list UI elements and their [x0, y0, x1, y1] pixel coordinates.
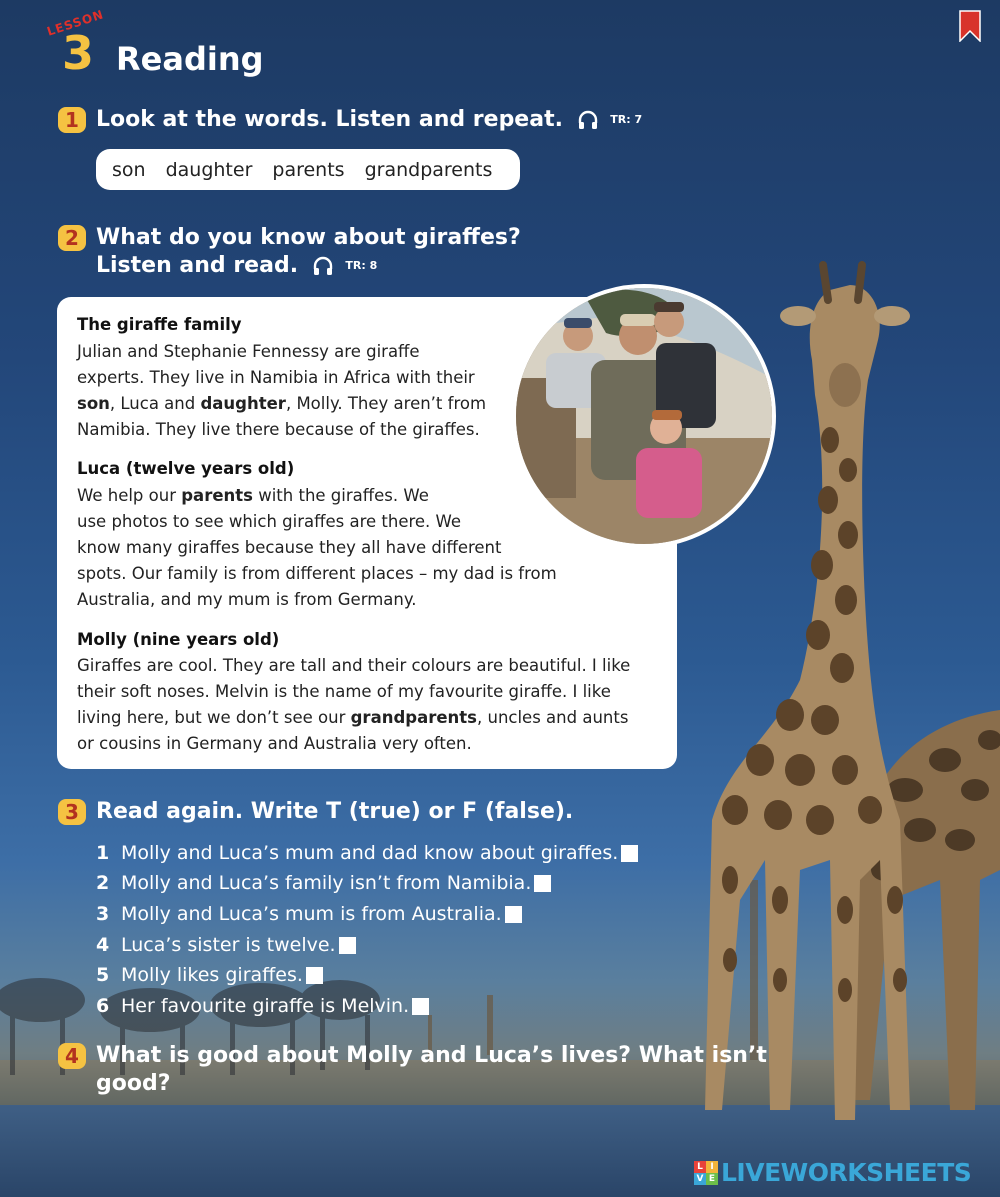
track-label: TR: 8: [345, 259, 378, 272]
text-span: , Luca and: [109, 394, 201, 413]
family-photo-drawing: [516, 288, 772, 544]
text-line: [77, 705, 628, 731]
question-number: 3: [96, 903, 110, 925]
question-text: Her favourite giraffe is Melvin.: [121, 995, 410, 1017]
question-text: Molly and Luca’s mum is from Australia.: [121, 903, 502, 925]
question-number: 5: [96, 964, 110, 986]
exercise-1-heading: [96, 106, 642, 134]
question-item: [96, 842, 638, 864]
logo-letter: E: [706, 1173, 718, 1185]
exercise-1-number: 1: [58, 107, 86, 133]
key-word: son: [77, 394, 110, 413]
text-span: We help our: [77, 486, 182, 505]
question-text: Molly and Luca’s family isn’t from Namibia.: [121, 872, 532, 894]
logo-letter: L: [694, 1161, 706, 1173]
text-line: use photos to see which giraffes are there. We: [77, 512, 462, 531]
question-number: 2: [96, 872, 110, 894]
answer-box[interactable]: [412, 998, 429, 1015]
word-item: son: [112, 158, 146, 181]
question-text: Molly and Luca’s mum and dad know about giraffes.: [121, 842, 619, 864]
liveworksheets-logo-icon: [694, 1161, 718, 1185]
exercise-4-heading-line2: good?: [96, 1071, 171, 1096]
text-span: with the giraffes. We: [252, 486, 429, 505]
text-line: Namibia. They live there because of the giraffes.: [77, 420, 480, 439]
text-span: living here, but we don’t see our: [77, 708, 351, 727]
question-item: [96, 872, 551, 894]
answer-box[interactable]: [621, 845, 638, 862]
word-box: [96, 149, 520, 190]
answer-box[interactable]: [534, 875, 551, 892]
text-line: Australia, and my mum is from Germany.: [77, 590, 417, 609]
text-line: Julian and Stephanie Fennessy are giraffe: [77, 342, 420, 361]
exercise-2-instruction: Listen and read.: [96, 253, 299, 278]
brand-name: LIVEWORKSHEETS: [721, 1158, 972, 1187]
text-line: [77, 391, 486, 417]
text-line: [77, 483, 429, 509]
key-word: daughter: [200, 394, 286, 413]
text-span: , Molly. They aren’t from: [285, 394, 487, 413]
text-line: experts. They live in Namibia in Africa with their: [77, 368, 475, 387]
logo-letter: V: [694, 1173, 706, 1185]
molly-subtitle: Molly (nine years old): [77, 630, 280, 649]
word-item: parents: [272, 158, 345, 181]
answer-box[interactable]: [306, 967, 323, 984]
text-line: Giraffes are cool. They are tall and their colours are beautiful. I like: [77, 656, 631, 675]
track-label: TR: 7: [610, 113, 643, 126]
key-word: parents: [181, 486, 253, 505]
question-item: [96, 934, 356, 956]
bookmark-icon[interactable]: [958, 10, 982, 42]
exercise-3-number: 3: [58, 799, 86, 825]
text-line: their soft noses. Melvin is the name of my favourite giraffe. I like: [77, 682, 611, 701]
lesson-label: LESSON: [45, 7, 106, 39]
text-span: , uncles and aunts: [477, 708, 629, 727]
exercise-4-number: 4: [58, 1043, 86, 1069]
text-line: know many giraffes because they all have different: [77, 538, 502, 557]
headphones-icon[interactable]: [312, 255, 334, 277]
headphones-icon[interactable]: [577, 109, 599, 131]
text-line: or cousins in Germany and Australia very often.: [77, 734, 472, 753]
exercise-2-number: 2: [58, 225, 86, 251]
word-item: grandparents: [364, 158, 493, 181]
logo-letter: I: [706, 1161, 718, 1173]
liveworksheets-brand[interactable]: [694, 1158, 971, 1187]
question-number: 4: [96, 934, 110, 956]
text-line: spots. Our family is from different places – my dad is from: [77, 564, 557, 583]
exercise-3-heading: Read again. Write T (true) or F (false).: [96, 799, 574, 824]
lesson-number: 3: [62, 26, 95, 80]
question-item: [96, 903, 522, 925]
answer-box[interactable]: [505, 906, 522, 923]
question-number: 6: [96, 995, 110, 1017]
exercise-2-heading-line2: [96, 252, 377, 280]
question-text: Luca’s sister is twelve.: [121, 934, 336, 956]
exercise-1-instruction: Look at the words. Listen and repeat.: [96, 107, 563, 132]
reading-title: The giraffe family: [77, 315, 242, 334]
exercise-4-heading-line1: What is good about Molly and Luca’s lives? What isn’t: [96, 1043, 767, 1068]
question-text: Molly likes giraffes.: [121, 964, 303, 986]
question-item: [96, 964, 323, 986]
question-number: 1: [96, 842, 110, 864]
word-item: daughter: [165, 158, 253, 181]
page-title: Reading: [116, 40, 264, 78]
luca-subtitle: Luca (twelve years old): [77, 459, 295, 478]
exercise-2-heading-line1: What do you know about giraffes?: [96, 225, 521, 250]
question-item: [96, 995, 429, 1017]
key-word: grandparents: [350, 708, 477, 727]
answer-box[interactable]: [339, 937, 356, 954]
family-photo: [512, 284, 776, 548]
